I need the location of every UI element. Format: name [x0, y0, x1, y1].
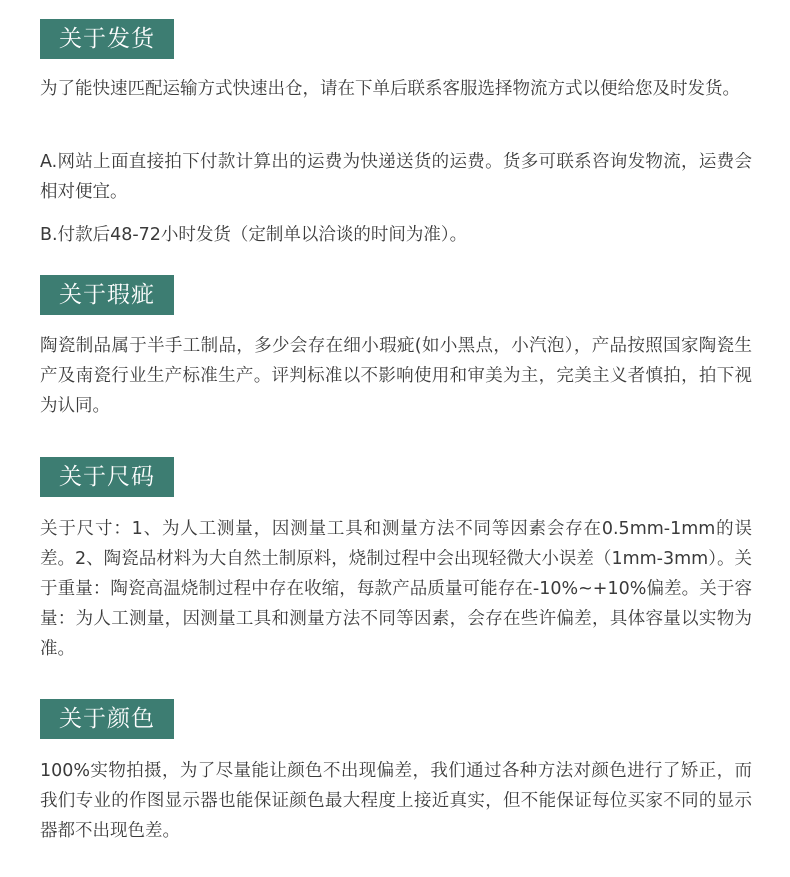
color-text: 100%实物拍摄，为了尽量能让颜色不出现偏差，我们通过各种方法对颜色进行了矫正，而我们专业的作图显示器也能保证颜色最大程度上接近真实，但不能保证每位买家不同的显示器都不出现色差。 [40, 761, 752, 841]
section-title-defects: 关于瑕疵 [40, 275, 174, 315]
shipping-note-b: B.付款后48-72小时发货（定制单以洽谈的时间为准）。 [40, 225, 468, 245]
section-title-shipping: 关于发货 [40, 19, 174, 59]
section-title-size: 关于尺码 [40, 457, 174, 497]
size-text: 关于尺寸：1、为人工测量，因测量工具和测量方法不同等因素会存在0.5mm-1mm的误差。2、陶瓷品材料为大自然土制原料，烧制过程中会出现轻微大小误差（1mm-3mm）。关于重量：陶瓷高温烧制过程中存在收缩，每款产品质量可能存在-10%~+10%偏差。关于容量：为人工测量，因测量工具和测量方法不同等因素，会存在些许偏差，具体容量以实物为准。 [40, 519, 752, 659]
shipping-intro-text: 为了能快速匹配运输方式快速出仓，请在下单后联系客服选择物流方式以便给您及时发货。 [40, 79, 740, 99]
section-title-color: 关于颜色 [40, 699, 174, 739]
shipping-note-a: A.网站上面直接拍下付款计算出的运费为快递送货的运费。货多可联系咨询发物流，运费会相对便宜。 [40, 152, 752, 202]
defects-text: 陶瓷制品属于半手工制品，多少会存在细小瑕疵(如小黑点，小汽泡），产品按照国家陶瓷生产及南瓷行业生产标准生产。评判标准以不影响使用和审美为主，完美主义者慎拍，拍下视为认同。 [40, 336, 752, 416]
